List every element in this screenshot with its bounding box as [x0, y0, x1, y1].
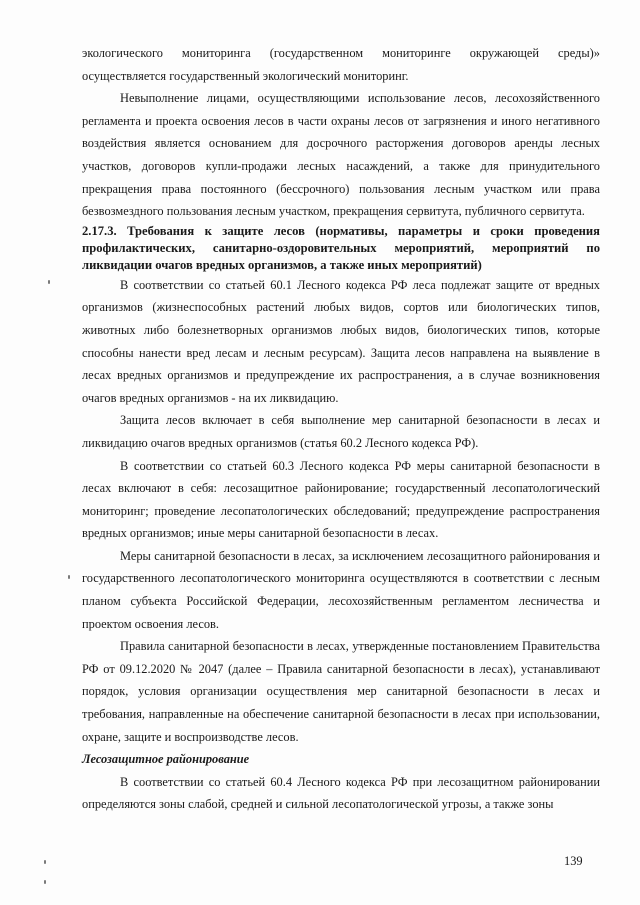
paragraph-violation: Невыполнение лицами, осуществляющими использование лесов, лесохозяйственного регламента и проекта освоения лесов в части охраны лесов от загрязнения и иного негативного воздействия является основанием для досрочного расторжения договоров аренды лесных участков, договоров купли-продажи лесных насаждений, а также для принудительного прекращения права постоянного (бессрочного) пользования лесным участком или права безвозмездного пользования лесным участком, прекращения сервитута, публичного сервитута. [82, 91, 600, 219]
paragraph-article-60-4: В соответствии со статьей 60.4 Лесного кодекса РФ при лесозащитном районировании определяются зоны слабой, средней и сильной лесопатологической угрозы, а также зоны [82, 774, 600, 812]
page-number: 139 [564, 854, 583, 868]
paragraph-article-60-1: В соответствии со статьей 60.1 Лесного кодекса РФ леса подлежат защите от вредных организмов (жизнеспособных растений любых видов, сортов или биологических типов, животных либо болезнетворных организмов любых видов, биологических типов, которые способны нанести вред лесам и лесным ресурсам). Защита лесов направлена на выявление в лесах вредных организмов и предупреждение их распространения, а в случае возникновения очагов вредных организмов - на их ликвидацию. [82, 277, 600, 405]
scan-speck [68, 575, 70, 579]
paragraph-forest-protection: Защита лесов включает в себя выполнение мер санитарной безопасности в лесах и ликвидацию очагов вредных организмов (статья 60.2 Лесного кодекса РФ). [82, 413, 600, 450]
section-heading: 2.17.3. Требования к защите лесов (нормативы, параметры и сроки проведения профилактических, санитарно-оздоровительных мероприятий, мероприятий по ликвидации очагов вредных организмов, а также иных мероприятий) [82, 223, 600, 272]
paragraph-sanitary-rules: Правила санитарной безопасности в лесах, утвержденные постановлением Правительства РФ от 09.12.2020 № 2047 (далее – Правила санитарной безопасности в лесах), устанавливают порядок, условия организации осуществления мер санитарной безопасности в лесах и требования, направленные на обеспечение санитарной безопасности в лесах при использовании, охране, защите и воспроизводстве лесов. [82, 639, 600, 744]
subheading-zoning: Лесозащитное районирование [82, 752, 250, 767]
document-body [82, 42, 600, 816]
scan-speck [44, 860, 46, 864]
paragraph-continuation: экологического мониторинга (государственном мониторинге окружающей среды)» осуществляется государственный экологический мониторинг. [82, 46, 600, 83]
scan-speck [44, 880, 46, 884]
scan-speck [48, 280, 50, 284]
paragraph-article-60-3: В соответствии со статьей 60.3 Лесного кодекса РФ меры санитарной безопасности в лесах включают в себя: лесозащитное районирование; государственный лесопатологический мониторинг; проведение лесопатологических обследований; предупреждение распространения вредных организмов; иные меры санитарной безопасности в лесах. [82, 458, 600, 541]
paragraph-sanitary-measures: Меры санитарной безопасности в лесах, за исключением лесозащитного районирования и государственного лесопатологического мониторинга осуществляются в соответствии с лесным планом субъекта Российской Федерации, лесохозяйственным регламентом лесничества и проектом освоения лесов. [82, 548, 600, 631]
